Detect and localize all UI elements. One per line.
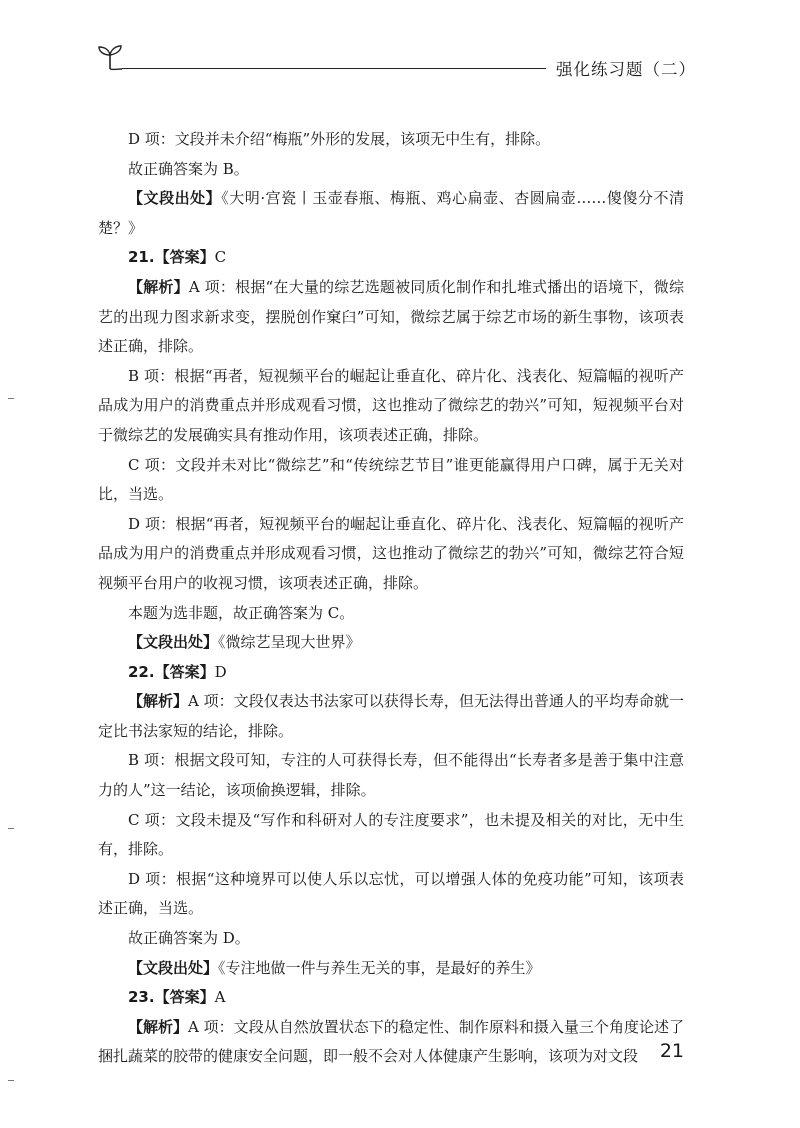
paragraph xyxy=(98,1013,684,1072)
paragraph xyxy=(98,806,684,865)
sprout-icon xyxy=(96,42,126,76)
margin-mark xyxy=(8,1080,14,1081)
paragraph xyxy=(98,184,684,243)
paragraph-text: 《微综艺呈现大世界》 xyxy=(218,633,361,652)
paragraph xyxy=(98,155,684,185)
paragraph-text: 《大明·宫瓷丨玉壶春瓶、梅瓶、鸡心扁壶、杏圆扁壶……傻傻分不清楚？》 xyxy=(98,189,684,237)
paragraph xyxy=(98,983,684,1013)
paragraph-label: 21.【答案】 xyxy=(128,248,215,267)
paragraph xyxy=(98,865,684,924)
paragraph-text: B 项：根据“再者，短视频平台的崛起让垂直化、碎片化、浅表化、短篇幅的视听产品成为用户的消费重点并形成观看习惯，这也推动了微综艺的勃兴”可知，短视频平台对于微综艺的发展确实具有推动作用，该项表述正确，排除。 xyxy=(98,366,684,444)
paragraph xyxy=(98,125,684,155)
paragraph-text: A xyxy=(214,988,226,1007)
paragraph-text: A 项：根据“在大量的综艺选题被同质化制作和扎堆式播出的语境下，微综艺的出现力图求新求变，摆脱创作窠臼”可知，微综艺属于综艺市场的新生事物，该项表述正确，排除。 xyxy=(98,277,684,356)
paragraph-label: 22.【答案】 xyxy=(128,662,215,681)
paragraph xyxy=(98,658,684,688)
paragraph xyxy=(98,451,684,510)
paragraph-text: 故正确答案为 D。 xyxy=(128,929,250,948)
margin-mark xyxy=(8,398,14,399)
paragraph-text: B 项：根据文段可知，专注的人可获得长寿，但不能得出“长寿者多是善于集中注意力的人”这一结论，该项偷换逻辑，排除。 xyxy=(98,751,684,800)
paragraph-text: C 项：文段并未对比“微综艺”和“传统综艺节目”谁更能赢得用户口碑，属于无关对比，当选。 xyxy=(98,455,684,504)
paragraph-text: D 项：根据“再者，短视频平台的崛起让垂直化、碎片化、浅表化、短篇幅的视听产品成为用户的消费重点并形成观看习惯，这也推动了微综艺的勃兴”可知，微综艺符合短视频平台用户的收视习惯，该项表述正确，排除。 xyxy=(98,514,684,592)
paragraph-text: A 项：文段从自然放置状态下的稳定性、制作原料和摄入量三个角度论述了捆扎蔬菜的胶带的健康安全问题，即一般不会对人体健康产生影响，该项为对文段 xyxy=(98,1017,684,1066)
page-body xyxy=(98,125,684,1072)
header-title: 强化练习题（二） xyxy=(556,60,696,79)
paragraph-label: 【解析】 xyxy=(128,1017,189,1036)
header-rule xyxy=(122,68,546,69)
paragraph xyxy=(98,628,684,658)
page-number: 21 xyxy=(659,1040,684,1062)
margin-mark xyxy=(8,828,14,829)
paragraph-text: C xyxy=(214,248,227,267)
paragraph-text: D 项：根据“这种境界可以使人乐以忘忧，可以增强人体的免疫功能”可知，该项表述正确，当选。 xyxy=(98,869,684,918)
paragraph xyxy=(98,599,684,629)
paragraph-label: 【文段出处】 xyxy=(128,633,219,652)
paragraph xyxy=(98,746,684,805)
paragraph xyxy=(98,243,684,273)
paragraph xyxy=(98,687,684,746)
paragraph-label: 【解析】 xyxy=(128,692,189,711)
paragraph-text: A 项：文段仅表达书法家可以获得长寿，但无法得出普通人的平均寿命就一定比书法家短的结论，排除。 xyxy=(98,692,684,740)
paragraph xyxy=(98,362,684,451)
paragraph xyxy=(98,273,684,362)
page-header xyxy=(96,42,696,82)
paragraph-label: 【解析】 xyxy=(128,277,189,296)
paragraph xyxy=(98,954,684,984)
paragraph-text: 故正确答案为 B。 xyxy=(128,159,249,178)
paragraph-label: 【文段出处】 xyxy=(128,958,219,977)
paragraph xyxy=(98,510,684,599)
paragraph-text: 本题为选非题，故正确答案为 C。 xyxy=(128,603,355,622)
paragraph xyxy=(98,924,684,954)
paragraph-text: D xyxy=(214,662,227,681)
paragraph-text: 《专注地做一件与养生无关的事，是最好的养生》 xyxy=(218,958,541,977)
paragraph-label: 23.【答案】 xyxy=(128,988,215,1007)
paragraph-label: 【文段出处】 xyxy=(128,189,222,208)
paragraph-text: C 项：文段未提及“写作和科研对人的专注度要求”，也未提及相关的对比，无中生有，排除。 xyxy=(98,810,684,859)
paragraph-text: D 项：文段并未介绍“梅瓶”外形的发展，该项无中生有，排除。 xyxy=(128,130,551,148)
